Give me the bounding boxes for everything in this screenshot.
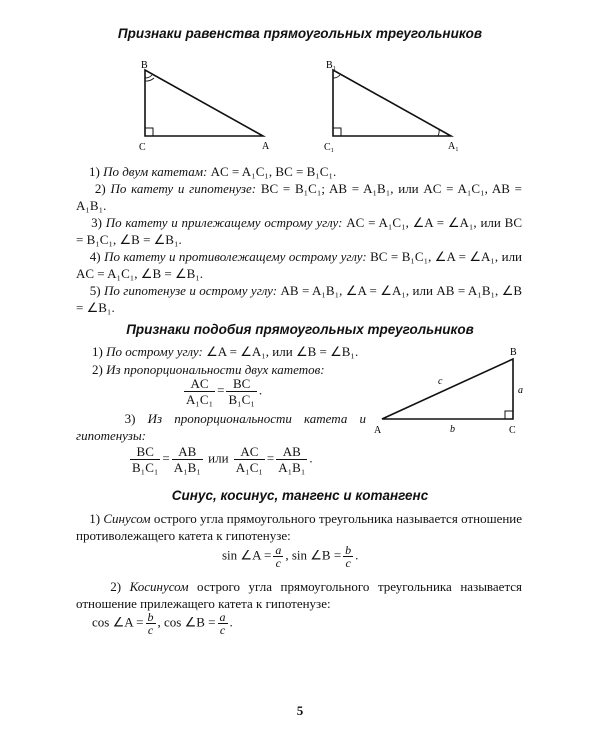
- label-b: B: [141, 60, 148, 71]
- sine-definition: 1) Синусом острого угла прямоугольного треугольника называется отношение противолежащего катета к гипотенузе:: [76, 511, 523, 543]
- label-side-c: c: [438, 376, 443, 387]
- label-a: A: [374, 425, 382, 436]
- label-c: C: [509, 425, 516, 436]
- similarity-3: 3) Из пропорциональности катета и гипотенузы:: [76, 411, 366, 443]
- criterion-3: 3) По катету и прилежащему острому углу: AC = A₁C₁, ∠A = ∠A₁, или BC = B₁C₁, ∠B = ∠B₁.: [76, 215, 522, 247]
- criterion-2: 2) По катету и гипотенузе: BC = B₁C₁; AB = A₁B₁, или AC = A₁C₁, AB = A₁B₁.: [76, 181, 523, 213]
- label-side-a: a: [518, 385, 523, 396]
- criterion-1: 1) По двум катетам: AC = A₁C₁, BC = B₁C₁.: [89, 164, 337, 179]
- criterion-4: 4) По катету и противолежащему острому углу: BC = B₁C₁, ∠A = ∠A₁, или AC = A₁C₁, ∠B = ∠B₁.: [76, 249, 523, 281]
- label-a: A: [262, 141, 270, 152]
- heading-trig: Синус, косинус, тангенс и котангенс: [171, 488, 429, 503]
- label-side-b: b: [450, 424, 455, 435]
- label-a1: A₁: [448, 141, 459, 152]
- label-c: C: [139, 142, 146, 153]
- similarity-1: 1) По острому углу: ∠A = ∠A₁, или ∠B = ∠B₁.: [92, 344, 359, 359]
- sine-formula: sin ∠A = $\frac{a}{c}$ , sin ∠B = $\frac{b}{c}$ .: [222, 543, 359, 570]
- label-c1: C₁: [324, 142, 335, 153]
- heading-similarity: Признаки подобия прямоугольных треугольников: [126, 322, 474, 337]
- heading-equality: Признаки равенства прямоугольных треугольников: [117, 26, 483, 41]
- formula-leg-hyp-ratio: $\frac{BC}{\text{B₁C₁}}$ = $\frac{AB}{\text{A₁B₁}}$ или $\frac{AC}{\text{A₁C₁}}$ = $\frac{AB}{\text{A₁B₁}}$ .: [132, 444, 313, 475]
- label-b1: B₁: [326, 60, 337, 71]
- formula-legs-ratio: $\frac{AC}{\text{A₁C₁}}$ = $\frac{BC}{\text{B₁C₁}}$ .: [186, 376, 263, 407]
- cosine-formula: cos ∠A = $\frac{b}{c}$ , cos ∠B = $\frac{a}{c}$ .: [92, 610, 233, 637]
- criterion-5: 5) По гипотенузе и острому углу: AB = A₁B₁, ∠A = ∠A₁, или AB = A₁B₁, ∠B = ∠B₁.: [76, 283, 523, 315]
- triangle-abc-diagram: [130, 56, 280, 156]
- label-b: B: [510, 347, 517, 358]
- similarity-2: 2) Из пропорциональности двух катетов:: [92, 362, 325, 377]
- triangle-abc-sides-diagram: [370, 342, 530, 442]
- cosine-definition: 2) Косинусом острого угла прямоугольного треугольника называется отношение прилежащего катета к гипотенузе:: [76, 579, 523, 611]
- page-number: 5: [296, 703, 304, 718]
- triangle-a1b1c1-diagram: [318, 56, 468, 156]
